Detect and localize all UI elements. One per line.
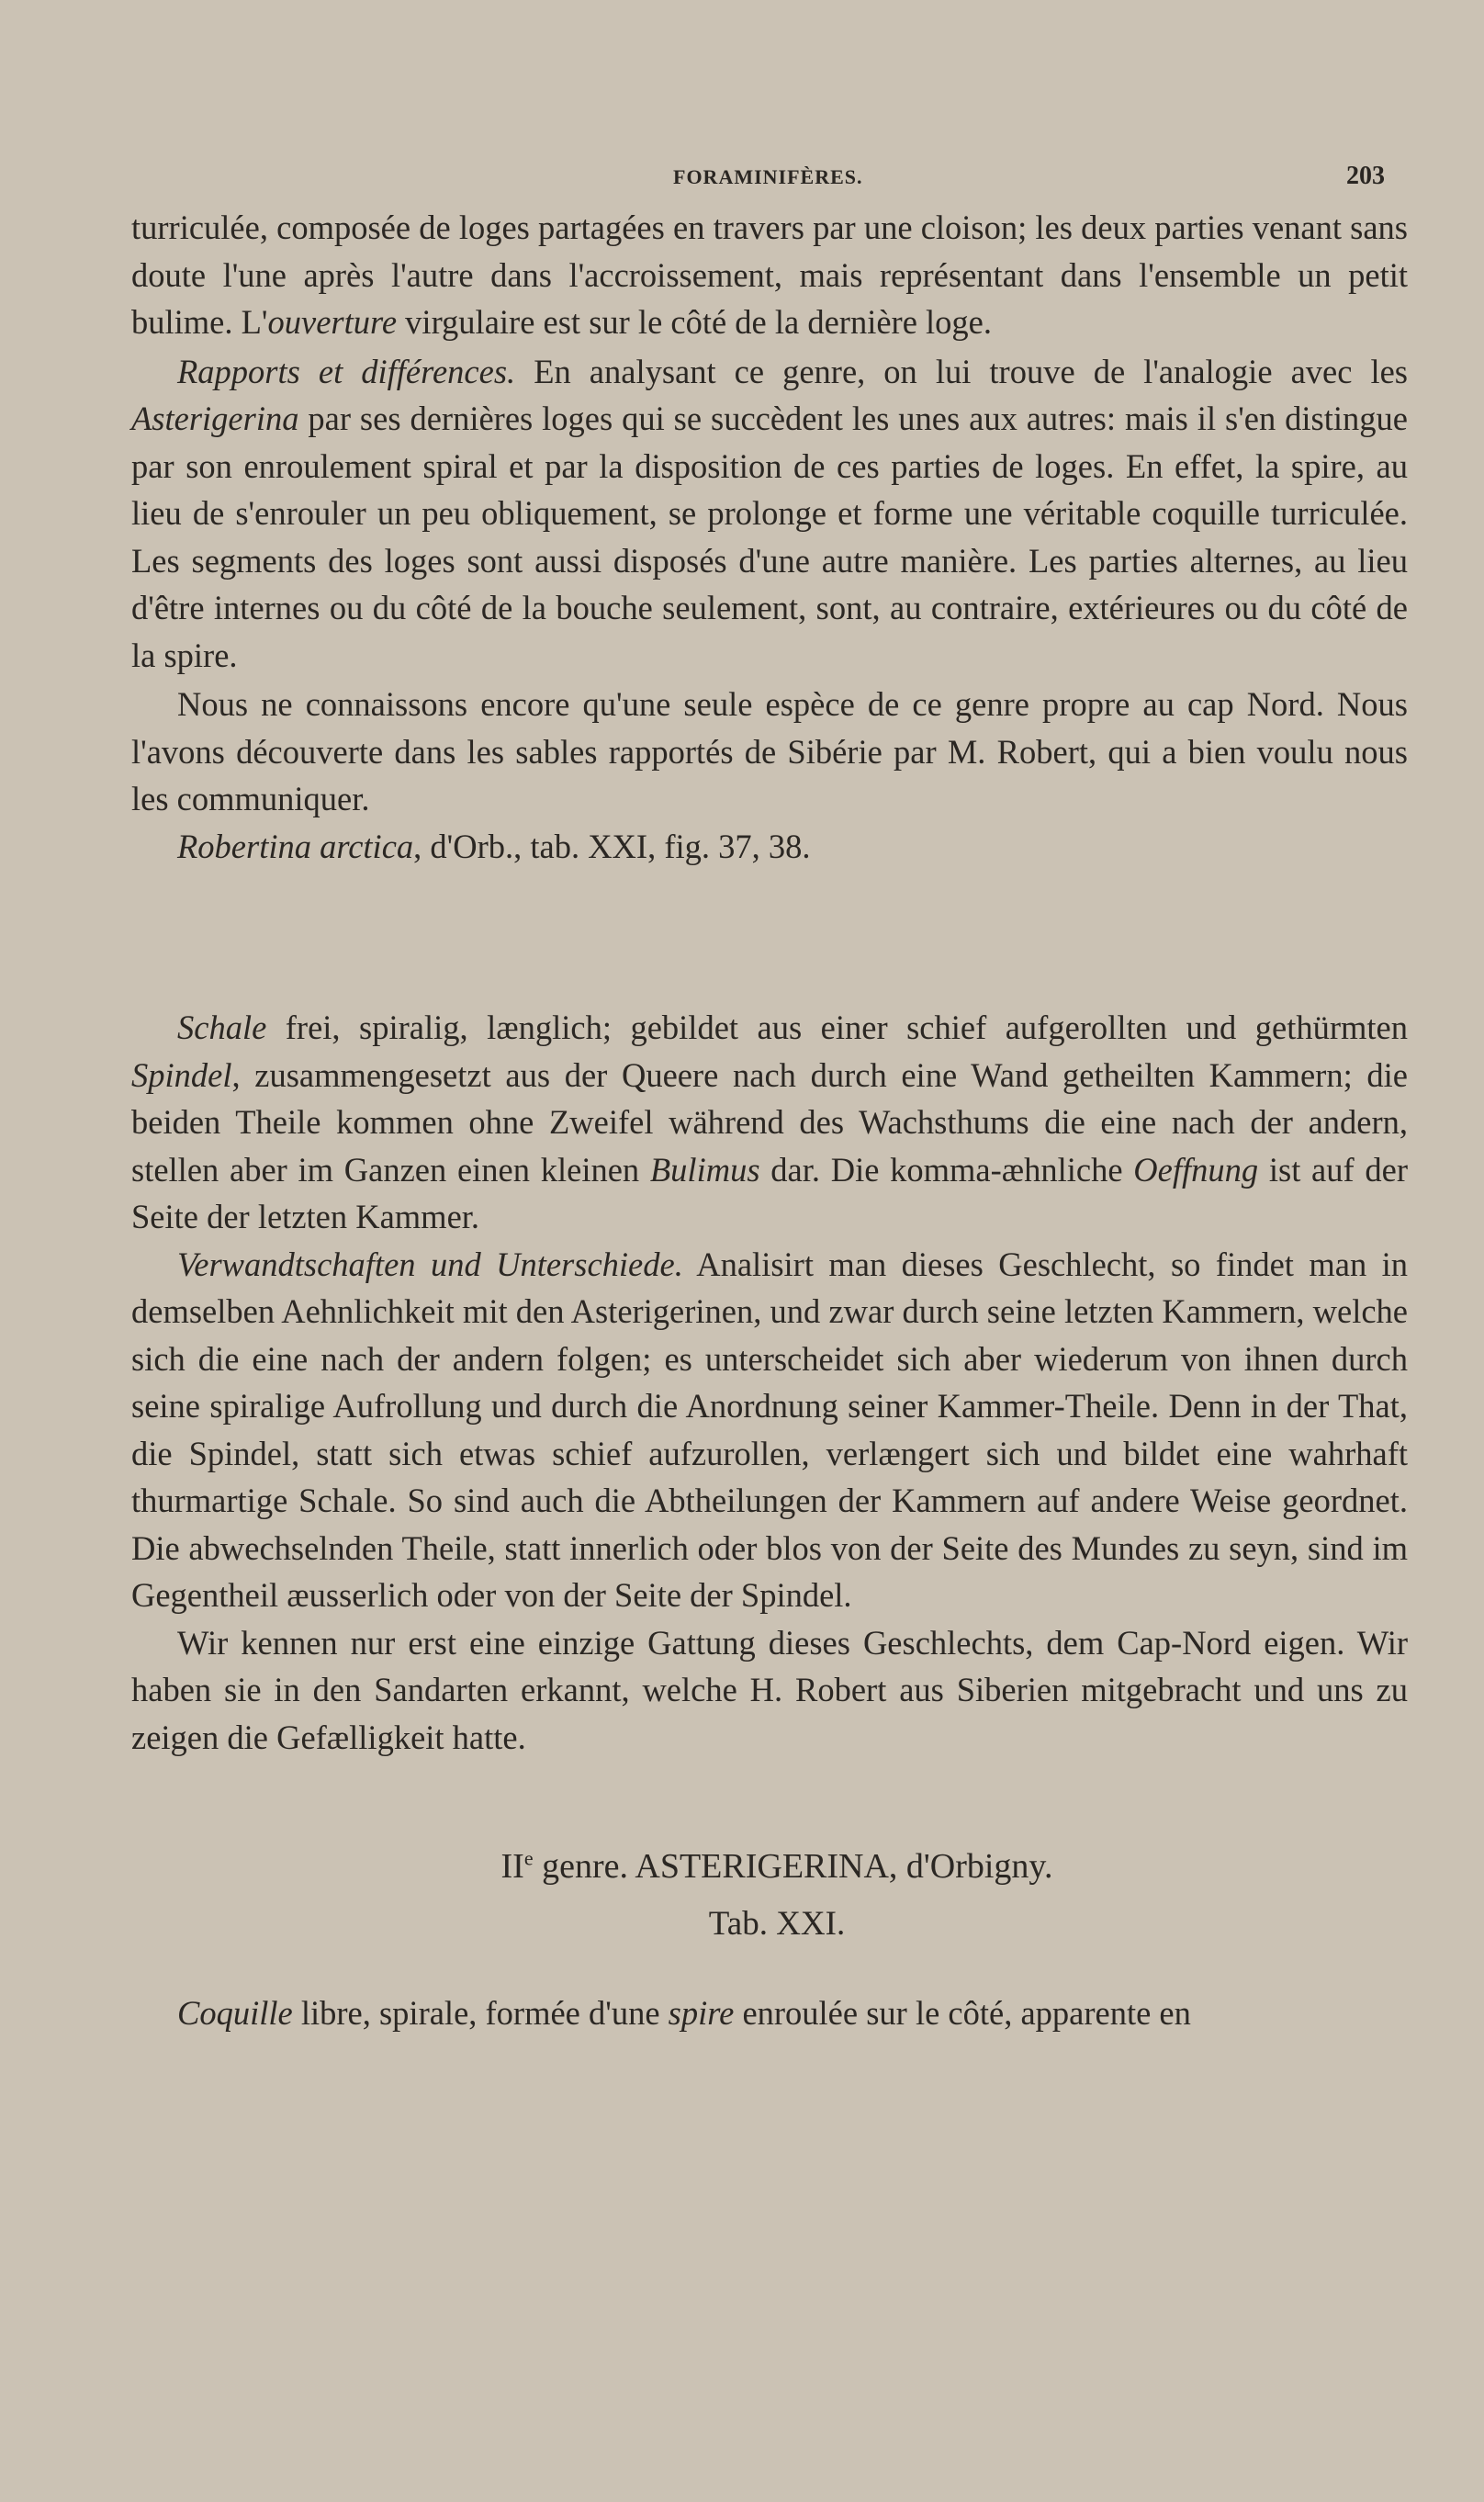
- german-description-paragraph: [131, 1004, 1408, 1241]
- verwandtschaften-label: Verwandtschaften und Unterschiede.: [177, 1245, 683, 1283]
- genre-title: genre. ASTERIGERINA, d'Orbigny.: [533, 1847, 1053, 1886]
- rapports-paragraph: [131, 348, 1408, 680]
- asterigerina-term: Asterigerina: [131, 400, 299, 437]
- tab-heading: Tab. XXI.: [708, 1905, 846, 1943]
- french-description-text-end: virgulaire est sur le côté de la dernière loge.: [397, 303, 992, 341]
- nous-connaissons-paragraph: Nous ne connaissons encore qu'une seule espèce de ce genre propre au cap Nord. Nous l'avons découverte dans les sables rapportés de Sibérie par M. Robert, qui a bien voulu nous les communiquer.: [131, 685, 1408, 817]
- rapports-text: En analysant ce genre, on lui trouve de l'analogie avec les: [515, 352, 1408, 390]
- page-number: 203: [1346, 162, 1385, 190]
- spindel-term: Spindel: [131, 1055, 232, 1094]
- running-header: FORAMINIFÈRES.: [673, 165, 863, 188]
- bulimus-term: Bulimus: [649, 1150, 760, 1189]
- rapports-text-end: par ses dernières loges qui se succèdent les unes aux autres: mais il s'en distingue par son enroulement spiral et par la disposition de ces parties de loges. En effet, la spire, au lieu de s'enrouler un peu obliquement, se prolonge et forme une véritable coquille turriculée. Les segments des loges sont aussi disposés d'une autre manière. Les parties alternes, au lieu d'être internes ou du côté de la bouche seulement, sont, au contraire, extérieures ou du côté de la spire.: [131, 400, 1408, 674]
- german-section: [131, 1004, 1408, 1761]
- species-reference: [131, 823, 1408, 871]
- schale-term: Schale: [177, 1009, 267, 1046]
- verwandtschaften-text: Analisirt man dieses Geschlecht, so findet man in demselben Aehnlichkeit mit den Asterigerinen, und zwar durch seine letzten Kammern, welche sich die eine nach der andern folgen; es unterscheidet sich aber wiederum von ihnen durch seine spiralige Aufrollung und durch die Anordnung seiner Kammer-Theile. Denn in der That, die Spindel, statt sich etwas schief aufzurollen, verlængert sich und bildet eine wahrhaft thurmartige Schale. So sind auch die Abtheilungen der Kammern auf andere Weise geordnet. Die abwechselnden Theile, statt innerlich oder blos von der Seite des Mundes zu seyn, sind im Gegentheil æusserlich oder von der Seite der Spindel.: [131, 1245, 1408, 1614]
- rapports-label: Rapports et différences.: [177, 352, 516, 390]
- coquille-text-1: libre, spirale, formée d'une: [292, 1994, 669, 2032]
- ouverture-term: ouverture: [267, 303, 398, 341]
- genre-numeral: II: [500, 1847, 524, 1886]
- german-text-3: dar. Die komma-æhnliche: [759, 1150, 1134, 1189]
- coquille-text-2: enroulée sur le côté, apparente en: [734, 1994, 1191, 2032]
- coquille-label: Coquille: [177, 1994, 293, 2032]
- french-description-text: turriculée, composée de loges partagées en travers par une cloison; les deux parties venant sans doute l'une après l'autre dans l'accroissement, mais représentant dans l'ensemble un petit bulime. L': [131, 208, 1408, 341]
- species-name: Robertina arctica: [177, 827, 414, 865]
- wir-kennen-paragraph: Wir kennen nur erst eine einzige Gattung dieses Geschlechts, dem Cap-Nord eigen. Wir haben sie in den Sandarten erkannt, welche H. Robert aus Siberien mitgebracht und uns zu zeigen die Gefælligkeit hatte.: [131, 1623, 1408, 1756]
- french-section: [131, 204, 1408, 870]
- coquille-section: [131, 1989, 1408, 2037]
- oeffnung-term: Oeffnung: [1133, 1150, 1259, 1189]
- species-ref: , d'Orb., tab. XXI, fig. 37, 38.: [413, 827, 811, 865]
- french-description-paragraph: [131, 204, 1408, 346]
- german-text-4: ist auf der Seite der letzten Kammer.: [131, 1150, 1408, 1235]
- german-text-1: frei, spiralig, længlich; gebildet aus einer schief aufgerollten und gethürmten: [266, 1009, 1408, 1046]
- coquille-paragraph: [131, 1989, 1408, 2037]
- verwandtschaften-paragraph: [131, 1241, 1408, 1619]
- german-text-2: , zusammengesetzt aus der Queere nach durch eine Wand getheilten Kammern; die beiden Theile kommen ohne Zweifel während des Wachsthums die eine nach der andern, stellen aber im Ganzen einen kleinen: [131, 1055, 1408, 1189]
- genre-superscript: e: [523, 1846, 534, 1870]
- genre-heading: [131, 1846, 1422, 1887]
- spire-term: spire: [668, 1994, 735, 2032]
